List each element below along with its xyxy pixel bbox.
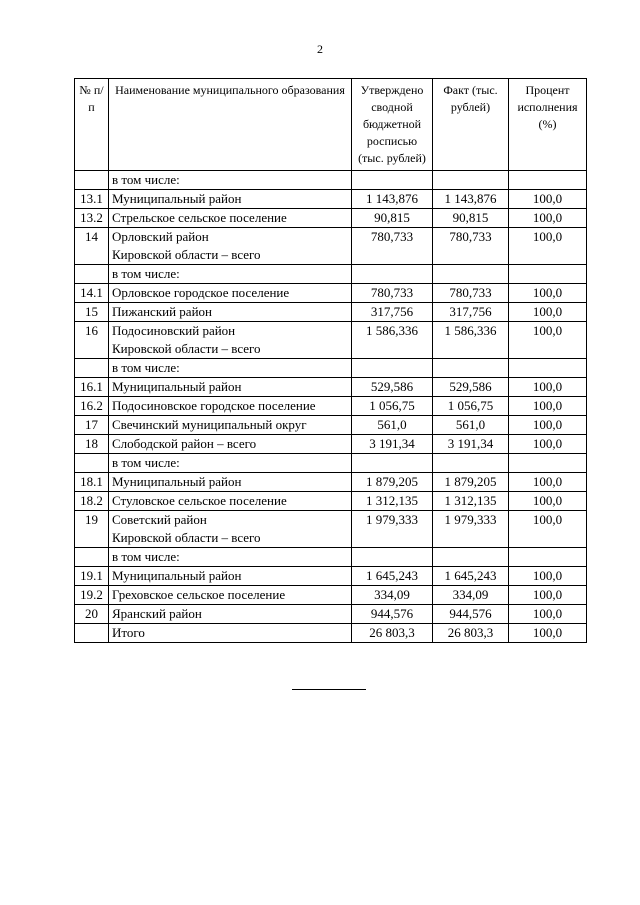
table-row xyxy=(75,511,587,548)
row-approved-cell: 1 056,75 xyxy=(352,397,433,416)
row-name-cell: Муниципальный район xyxy=(109,567,352,586)
row-name-cell: в том числе: xyxy=(109,454,352,473)
row-approved-cell: 90,815 xyxy=(352,209,433,228)
row-num-cell: 15 xyxy=(75,303,109,322)
table-row xyxy=(75,454,587,473)
row-percent-cell: 100,0 xyxy=(509,511,587,548)
row-fact-cell: 1 586,336 xyxy=(433,322,509,359)
row-name-cell: Стрельское сельское поселение xyxy=(109,209,352,228)
row-approved-cell xyxy=(352,548,433,567)
row-num-cell: 14.1 xyxy=(75,284,109,303)
header-fact: Факт (тыс. рублей) xyxy=(433,79,509,171)
row-num-cell: 16.1 xyxy=(75,378,109,397)
row-percent-cell: 100,0 xyxy=(509,435,587,454)
row-fact-cell: 1 879,205 xyxy=(433,473,509,492)
row-fact-cell: 1 056,75 xyxy=(433,397,509,416)
table-row xyxy=(75,586,587,605)
table-row xyxy=(75,397,587,416)
row-num-cell: 19.2 xyxy=(75,586,109,605)
row-num-cell: 16 xyxy=(75,322,109,359)
table-row xyxy=(75,435,587,454)
table-row xyxy=(75,473,587,492)
row-name-cell: Яранский район xyxy=(109,605,352,624)
row-name-cell: Стуловское сельское поселение xyxy=(109,492,352,511)
row-percent-cell: 100,0 xyxy=(509,605,587,624)
row-fact-cell xyxy=(433,171,509,190)
header-approved: Утверждено сводной бюджетной росписью (тыс. рублей) xyxy=(352,79,433,171)
row-approved-cell xyxy=(352,265,433,284)
row-name-cell: Подосиновское городское поселение xyxy=(109,397,352,416)
row-name-line: Подосиновский район xyxy=(112,323,236,338)
row-fact-cell: 1 645,243 xyxy=(433,567,509,586)
row-approved-cell: 1 143,876 xyxy=(352,190,433,209)
row-num-cell: 19.1 xyxy=(75,567,109,586)
row-num-cell: 18.1 xyxy=(75,473,109,492)
row-approved-cell: 780,733 xyxy=(352,228,433,265)
row-approved-cell: 1 586,336 xyxy=(352,322,433,359)
row-approved-cell: 317,756 xyxy=(352,303,433,322)
row-approved-cell: 26 803,3 xyxy=(352,624,433,643)
row-name-cell: Свечинский муниципальный округ xyxy=(109,416,352,435)
row-percent-cell: 100,0 xyxy=(509,209,587,228)
row-percent-cell xyxy=(509,454,587,473)
row-num-cell xyxy=(75,548,109,567)
row-percent-cell: 100,0 xyxy=(509,303,587,322)
row-name-cell: Греховское сельское поселение xyxy=(109,586,352,605)
row-approved-cell: 780,733 xyxy=(352,284,433,303)
table-row xyxy=(75,378,587,397)
table-row xyxy=(75,416,587,435)
header-num: № п/п xyxy=(75,79,109,171)
row-name-cell: в том числе: xyxy=(109,359,352,378)
row-num-cell xyxy=(75,624,109,643)
table-row xyxy=(75,567,587,586)
row-approved-cell: 561,0 xyxy=(352,416,433,435)
row-fact-cell xyxy=(433,454,509,473)
row-approved-cell: 334,09 xyxy=(352,586,433,605)
table-row xyxy=(75,605,587,624)
table-row xyxy=(75,492,587,511)
row-name-cell: Муниципальный район xyxy=(109,473,352,492)
row-name-line: Орловский район xyxy=(112,229,209,244)
page-number: 2 xyxy=(317,42,323,56)
row-num-cell xyxy=(75,265,109,284)
row-name-cell: Орловское городское поселение xyxy=(109,284,352,303)
row-approved-cell: 1 312,135 xyxy=(352,492,433,511)
budget-execution-table xyxy=(74,78,587,643)
row-name-line: Кировской области – всего xyxy=(112,247,261,262)
row-percent-cell: 100,0 xyxy=(509,473,587,492)
row-fact-cell: 944,576 xyxy=(433,605,509,624)
row-num-cell: 20 xyxy=(75,605,109,624)
row-num-cell xyxy=(75,171,109,190)
row-approved-cell: 1 879,205 xyxy=(352,473,433,492)
row-fact-cell: 780,733 xyxy=(433,284,509,303)
row-name-cell: в том числе: xyxy=(109,171,352,190)
row-fact-cell: 1 979,333 xyxy=(433,511,509,548)
row-name-line: Кировской области – всего xyxy=(112,341,261,356)
row-percent-cell: 100,0 xyxy=(509,190,587,209)
row-fact-cell: 90,815 xyxy=(433,209,509,228)
row-name-cell: в том числе: xyxy=(109,265,352,284)
row-percent-cell: 100,0 xyxy=(509,416,587,435)
row-fact-cell: 26 803,3 xyxy=(433,624,509,643)
table-row xyxy=(75,209,587,228)
row-num-cell: 18.2 xyxy=(75,492,109,511)
row-percent-cell: 100,0 xyxy=(509,492,587,511)
row-fact-cell xyxy=(433,265,509,284)
row-fact-cell: 3 191,34 xyxy=(433,435,509,454)
table-body xyxy=(75,171,587,643)
row-approved-cell: 1 979,333 xyxy=(352,511,433,548)
end-rule xyxy=(292,689,366,690)
table-row xyxy=(75,265,587,284)
row-name-cell xyxy=(109,228,352,265)
row-name-line: Советский район xyxy=(112,512,207,527)
header-percent: Процент исполнения (%) xyxy=(509,79,587,171)
row-name-cell xyxy=(109,511,352,548)
row-percent-cell: 100,0 xyxy=(509,624,587,643)
row-name-cell: Пижанский район xyxy=(109,303,352,322)
row-name-line: Кировской области – всего xyxy=(112,530,261,545)
row-fact-cell: 780,733 xyxy=(433,228,509,265)
row-percent-cell: 100,0 xyxy=(509,284,587,303)
table-row xyxy=(75,284,587,303)
table-header-row xyxy=(75,79,587,171)
row-num-cell: 18 xyxy=(75,435,109,454)
row-num-cell: 16.2 xyxy=(75,397,109,416)
row-fact-cell: 317,756 xyxy=(433,303,509,322)
row-approved-cell xyxy=(352,171,433,190)
row-approved-cell: 529,586 xyxy=(352,378,433,397)
row-num-cell: 19 xyxy=(75,511,109,548)
row-approved-cell: 1 645,243 xyxy=(352,567,433,586)
row-fact-cell: 334,09 xyxy=(433,586,509,605)
row-name-cell: Муниципальный район xyxy=(109,190,352,209)
table-row xyxy=(75,303,587,322)
row-percent-cell xyxy=(509,265,587,284)
table-row xyxy=(75,322,587,359)
table-row xyxy=(75,171,587,190)
row-name-cell xyxy=(109,322,352,359)
row-fact-cell: 1 312,135 xyxy=(433,492,509,511)
table-row xyxy=(75,624,587,643)
row-num-cell: 13.2 xyxy=(75,209,109,228)
table-row xyxy=(75,228,587,265)
row-num-cell: 14 xyxy=(75,228,109,265)
row-percent-cell: 100,0 xyxy=(509,228,587,265)
row-num-cell xyxy=(75,359,109,378)
table-row xyxy=(75,548,587,567)
header-name: Наименование муниципального образования xyxy=(109,79,352,171)
row-num-cell: 17 xyxy=(75,416,109,435)
row-approved-cell: 944,576 xyxy=(352,605,433,624)
row-fact-cell xyxy=(433,359,509,378)
row-fact-cell: 561,0 xyxy=(433,416,509,435)
row-percent-cell xyxy=(509,548,587,567)
row-name-cell: Слободской район – всего xyxy=(109,435,352,454)
row-approved-cell: 3 191,34 xyxy=(352,435,433,454)
table-row xyxy=(75,190,587,209)
table-row xyxy=(75,359,587,378)
row-percent-cell xyxy=(509,359,587,378)
row-num-cell xyxy=(75,454,109,473)
row-percent-cell: 100,0 xyxy=(509,378,587,397)
row-approved-cell xyxy=(352,454,433,473)
row-name-cell: Итого xyxy=(109,624,352,643)
row-percent-cell: 100,0 xyxy=(509,567,587,586)
row-fact-cell xyxy=(433,548,509,567)
row-percent-cell: 100,0 xyxy=(509,586,587,605)
row-percent-cell: 100,0 xyxy=(509,397,587,416)
row-name-cell: Муниципальный район xyxy=(109,378,352,397)
row-approved-cell xyxy=(352,359,433,378)
row-num-cell: 13.1 xyxy=(75,190,109,209)
row-percent-cell xyxy=(509,171,587,190)
row-fact-cell: 529,586 xyxy=(433,378,509,397)
row-percent-cell: 100,0 xyxy=(509,322,587,359)
row-name-cell: в том числе: xyxy=(109,548,352,567)
row-fact-cell: 1 143,876 xyxy=(433,190,509,209)
